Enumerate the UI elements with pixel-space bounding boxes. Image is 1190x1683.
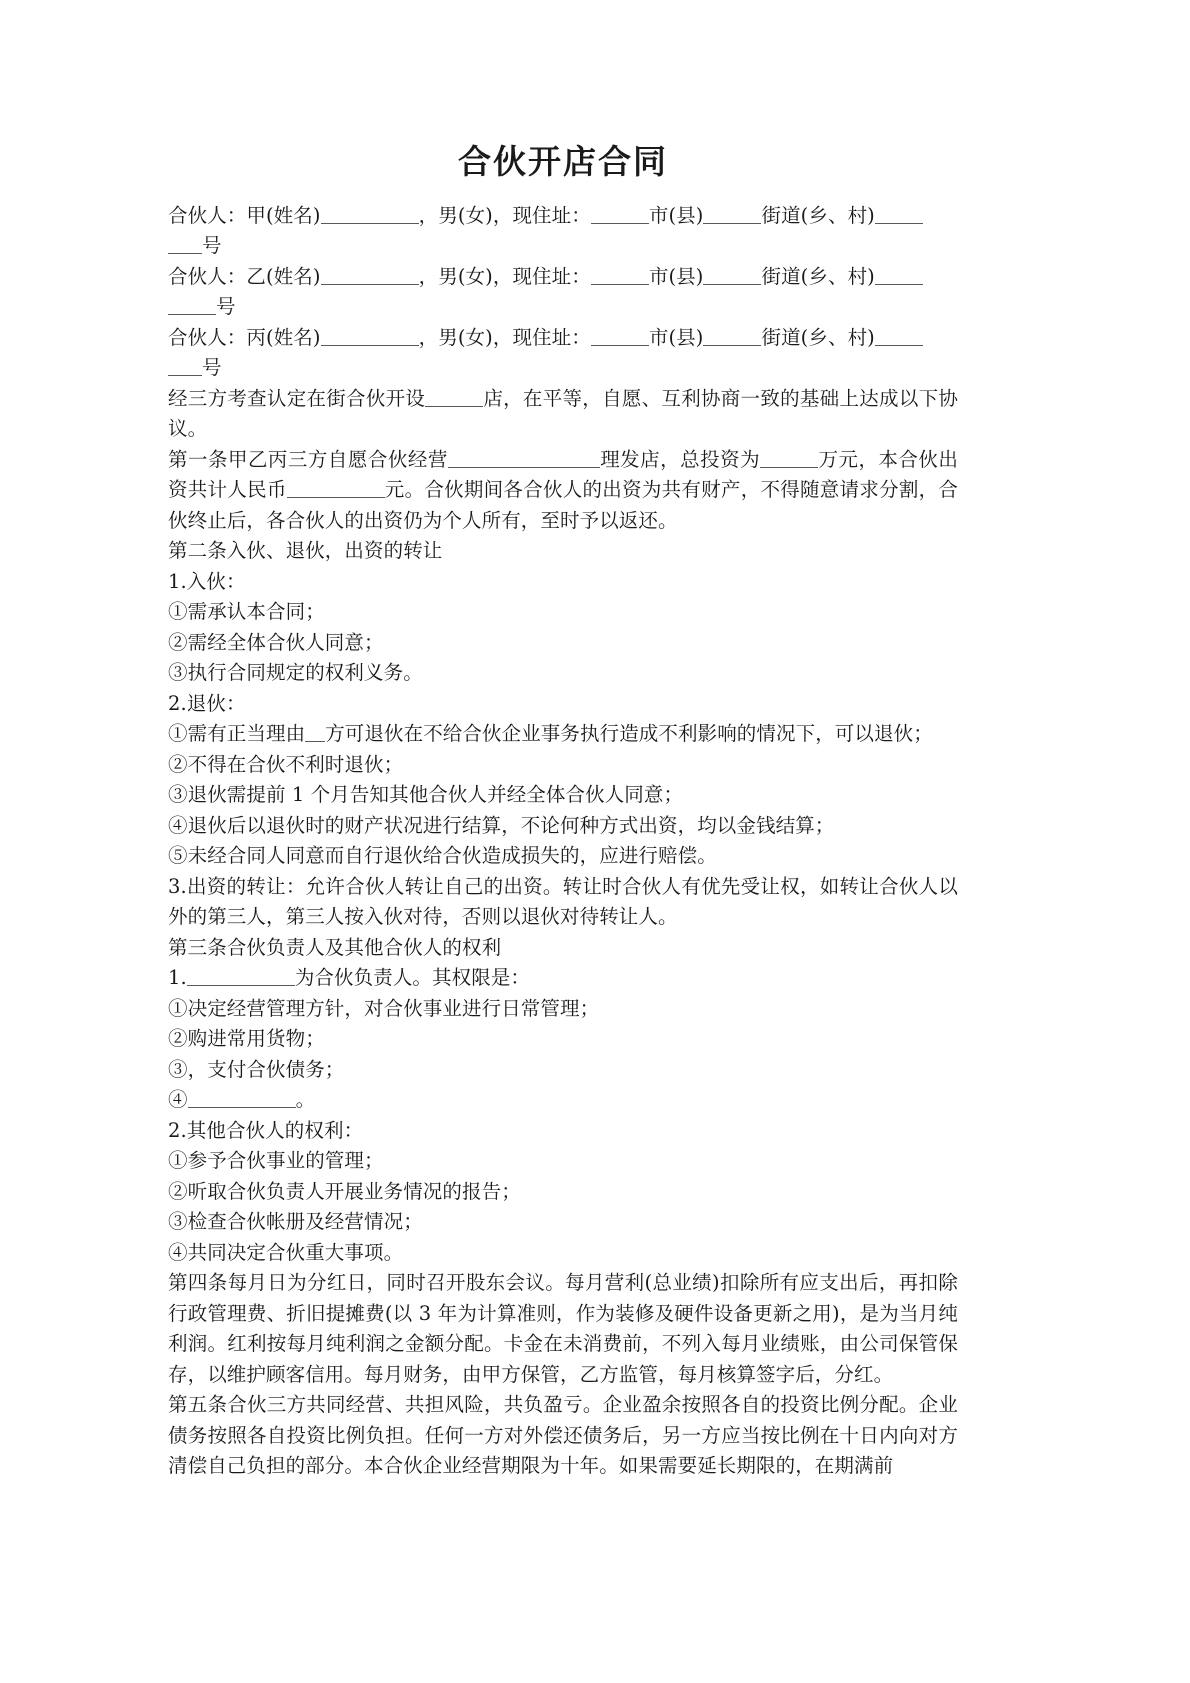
paragraph-text: 3.出资的转让：允许合伙人转让自己的出资。转让时合伙人有优先受让权，如转让合伙人以外的第三人，第三人按入伙对待，否则以退伙对待转让人。	[168, 874, 958, 929]
paragraph-text: 第一条甲乙丙三方自愿合伙经营	[168, 447, 448, 471]
paragraph-text: ②需经全体合伙人同意；	[168, 630, 384, 654]
paragraph-text: ，男(女)，现住址：	[418, 203, 591, 227]
fill-in-blank[interactable]	[703, 326, 761, 346]
fill-in-blank[interactable]	[321, 265, 419, 285]
contract-paragraph	[168, 1024, 958, 1055]
document-body	[168, 140, 958, 1482]
contract-paragraph	[168, 1055, 958, 1086]
fill-in-blank[interactable]	[760, 448, 818, 468]
contract-paragraph	[168, 567, 958, 598]
contract-paragraph	[168, 1268, 958, 1390]
contract-paragraph	[168, 994, 958, 1025]
contract-paragraph	[168, 1146, 958, 1177]
paragraph-text: 号	[216, 295, 236, 319]
contract-paragraph	[168, 323, 958, 384]
paragraph-text: 2.其他合伙人的权利：	[168, 1118, 364, 1142]
paragraph-text: ，男(女)，现住址：	[418, 264, 591, 288]
contract-paragraph	[168, 384, 958, 445]
fill-in-blank[interactable]	[188, 1089, 296, 1109]
contract-paragraph	[168, 1238, 958, 1269]
contract-paragraph	[168, 1390, 958, 1482]
contract-paragraph	[168, 719, 958, 750]
paragraph-text: 为合伙负责人。其权限是：	[294, 966, 531, 990]
contract-paragraph	[168, 963, 958, 994]
fill-in-blank[interactable]	[875, 326, 923, 346]
paragraph-text: ④	[168, 1088, 188, 1112]
paragraph-text: 街道(乡、村)	[761, 203, 875, 227]
contract-paragraph	[168, 658, 958, 689]
fill-in-blank[interactable]	[305, 723, 325, 743]
paragraph-text: 1.入伙：	[168, 569, 246, 593]
paragraph-text: 万元，本合伙出资共计人民币	[168, 447, 958, 502]
fill-in-blank[interactable]	[703, 265, 761, 285]
fill-in-blank[interactable]	[287, 479, 385, 499]
fill-in-blank[interactable]	[168, 357, 202, 377]
contract-paragraph	[168, 536, 958, 567]
paragraph-text: 号	[202, 356, 222, 380]
contract-paragraph	[168, 445, 958, 537]
fill-in-blank[interactable]	[321, 204, 419, 224]
fill-in-blank[interactable]	[448, 448, 600, 468]
paragraph-text: 合伙人：乙(姓名)	[168, 264, 321, 288]
contract-paragraph	[168, 933, 958, 964]
paragraph-text: ③执行合同规定的权利义务。	[168, 661, 423, 685]
paragraph-text: 市(县)	[648, 203, 704, 227]
paragraph-text: 市(县)	[648, 264, 704, 288]
fill-in-blank[interactable]	[321, 326, 419, 346]
contract-paragraph	[168, 1085, 958, 1116]
fill-in-blank[interactable]	[591, 265, 649, 285]
fill-in-blank[interactable]	[591, 326, 649, 346]
contract-paragraph	[168, 780, 958, 811]
fill-in-blank[interactable]	[591, 204, 649, 224]
fill-in-blank[interactable]	[875, 265, 923, 285]
paragraph-text: ④退伙后以退伙时的财产状况进行结算，不论何种方式出资，均以金钱结算；	[168, 813, 835, 837]
paragraph-text: 第二条入伙、退伙，出资的转让	[168, 539, 443, 563]
paragraph-text: 。	[295, 1088, 316, 1112]
fill-in-blank[interactable]	[187, 967, 295, 987]
paragraph-text: 经三方考查认定在街合伙开设	[168, 386, 426, 410]
fill-in-blank[interactable]	[875, 204, 923, 224]
page-title: 合伙开店合同	[458, 142, 668, 181]
contract-paragraph	[168, 262, 958, 323]
fill-in-blank[interactable]	[168, 296, 216, 316]
contract-paragraph	[168, 811, 958, 842]
fill-in-blank[interactable]	[703, 204, 761, 224]
paragraph-text: ④共同决定合伙重大事项。	[168, 1240, 404, 1264]
paragraph-text: 街道(乡、村)	[761, 264, 875, 288]
paragraph-text: ①参予合伙事业的管理；	[168, 1149, 384, 1173]
paragraph-text: 号	[202, 234, 222, 258]
paragraph-text: ③检查合伙帐册及经营情况；	[168, 1210, 423, 1234]
contract-paragraph	[168, 750, 958, 781]
contract-paragraph	[168, 841, 958, 872]
paragraph-text: 街道(乡、村)	[761, 325, 875, 349]
paragraph-text: 方可退伙在不给合伙企业事务执行造成不利影响的情况下，可以退伙；	[325, 722, 933, 746]
contract-paragraph-list	[168, 201, 958, 1482]
contract-paragraph	[168, 689, 958, 720]
contract-paragraph	[168, 201, 958, 262]
fill-in-blank[interactable]	[425, 387, 483, 407]
contract-paragraph	[168, 1116, 958, 1147]
contract-paragraph	[168, 628, 958, 659]
fill-in-blank[interactable]	[168, 235, 202, 255]
paragraph-text: 第五条合伙三方共同经营、共担风险，共负盈亏。企业盈余按照各自的投资比例分配。企业债务按照各自投资比例负担。任何一方对外偿还债务后，另一方应当按比例在十日内向对方清偿自己负担的部分。本合伙企业经营期限为十年。如果需要延长期限的，在期满前	[168, 1393, 958, 1478]
paragraph-text: ①需有正当理由	[168, 722, 306, 746]
paragraph-text: ③，支付合伙债务；	[168, 1057, 345, 1081]
paragraph-text: ②听取合伙负责人开展业务情况的报告；	[168, 1179, 521, 1203]
paragraph-text: ②购进常用货物；	[168, 1027, 325, 1051]
contract-paragraph	[168, 597, 958, 628]
paragraph-text: 2.退伙：	[168, 691, 246, 715]
paragraph-text: 元。合伙期间各合伙人的出资为共有财产，不得随意请求分割，合伙终止后，各合伙人的出资仍为个人所有，至时予以返还。	[168, 478, 958, 532]
paragraph-text: ②不得在合伙不利时退伙；	[168, 752, 404, 776]
contract-paragraph	[168, 1207, 958, 1238]
paragraph-text: 第三条合伙负责人及其他合伙人的权利	[168, 935, 502, 959]
paragraph-text: 市(县)	[648, 325, 704, 349]
paragraph-text: 1.	[168, 966, 187, 990]
paragraph-text: 合伙人：丙(姓名)	[168, 325, 321, 349]
paragraph-text: ③退伙需提前 1 个月告知其他合伙人并经全体合伙人同意；	[168, 783, 684, 807]
contract-paragraph	[168, 1177, 958, 1208]
paragraph-text: ①需承认本合同；	[168, 600, 325, 624]
paragraph-text: ⑤未经合同人同意而自行退伙给合伙造成损失的，应进行赔偿。	[168, 844, 717, 868]
paragraph-text: 店，在平等，自愿、互利协商一致的基础上达成以下协议。	[168, 386, 958, 441]
paragraph-text: ，男(女)，现住址：	[418, 325, 591, 349]
paragraph-text: 第四条每月日为分红日，同时召开股东会议。每月营利(总业绩)扣除所有应支出后，再扣除行政管理费、折旧提摊费(以 3 年为计算准则，作为装修及硬件设备更新之用)，是为当月纯利润。红利按每月纯利润之金额分配。卡金在未消费前，不列入每月业绩账，由公司保管保存，以维护顾客信用。每月财务，由甲方保管，乙方监管，每月核算签字后，分红。	[168, 1271, 958, 1386]
paragraph-text: 合伙人：甲(姓名)	[168, 203, 321, 227]
contract-paragraph	[168, 872, 958, 933]
paragraph-text: ①决定经营管理方针，对合伙事业进行日常管理；	[168, 996, 600, 1020]
paragraph-text: 理发店，总投资为	[599, 447, 761, 471]
